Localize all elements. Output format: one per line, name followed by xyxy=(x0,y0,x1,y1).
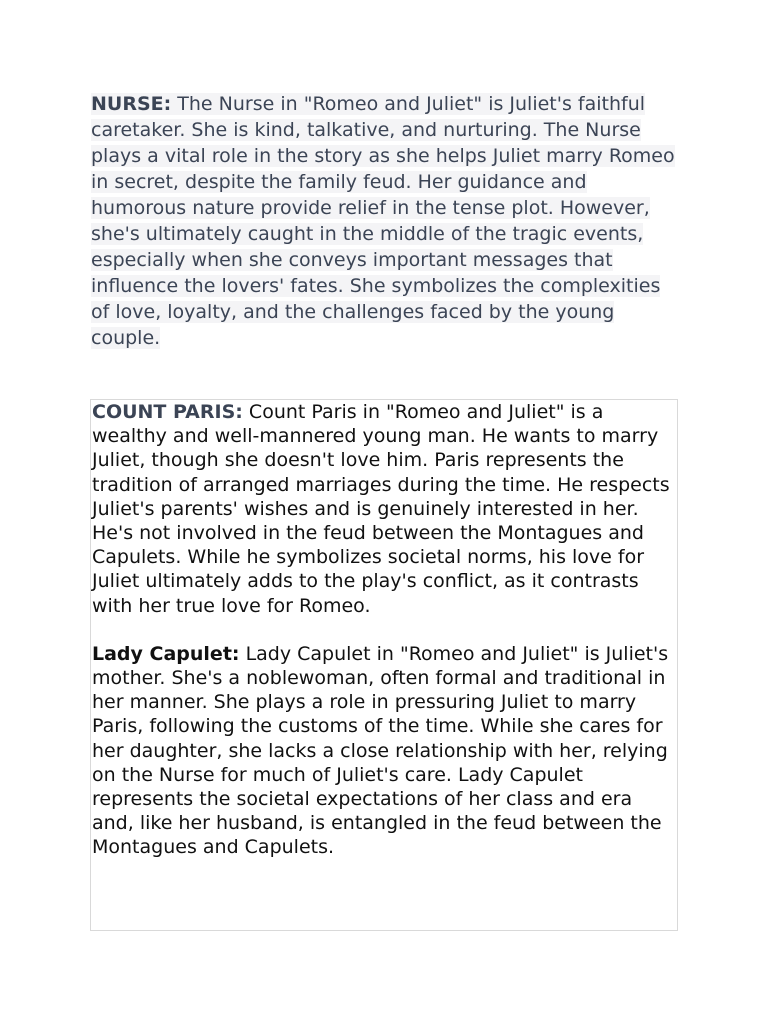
count-paris-paragraph xyxy=(92,400,677,618)
count-paris-heading: COUNT PARIS: xyxy=(92,401,243,423)
nurse-heading: NURSE: xyxy=(91,93,172,115)
lady-capulet-heading: Lady Capulet: xyxy=(92,642,240,665)
nurse-paragraph xyxy=(91,91,681,351)
nurse-description: The Nurse in "Romeo and Juliet" is Juliet's faithful caretaker. She is kind, talkative, and nurturing. The Nurse plays a vital role in the story as she helps Juliet marry Romeo in secret, despite the family feud. Her guidance and humorous nature provide relief in the tense plot. However, she's ultimately caught in the middle of the tragic events, especially when she conveys important messages that influence the lovers' fates. She symbolizes the complexities of love, loyalty, and the challenges faced by the young couple. xyxy=(91,93,675,349)
character-text-box xyxy=(90,399,678,931)
lady-capulet-description: Lady Capulet in "Romeo and Juliet" is Juliet's mother. She's a noblewoman, often formal and traditional in her manner. She plays a role in pressuring Juliet to marry Paris, following the customs of the time. While she cares for her daughter, she lacks a close relationship with her, relying on the Nurse for much of Juliet's care. Lady Capulet represents the societal expectations of her class and era and, like her husband, is entangled in the feud between the Montagues and Capulets. xyxy=(92,642,669,859)
count-paris-description: Count Paris in "Romeo and Juliet" is a wealthy and well-mannered young man. He wants to marry Juliet, though she doesn't love him. Paris represents the tradition of arranged marriages during the time. He respects Juliet's parents' wishes and is genuinely interested in her. He's not involved in the feud between the Montagues and Capulets. While he symbolizes societal norms, his love for Juliet ultimately adds to the play's conflict, as it contrasts with her true love for Romeo. xyxy=(92,401,670,617)
lady-capulet-paragraph xyxy=(92,642,677,860)
